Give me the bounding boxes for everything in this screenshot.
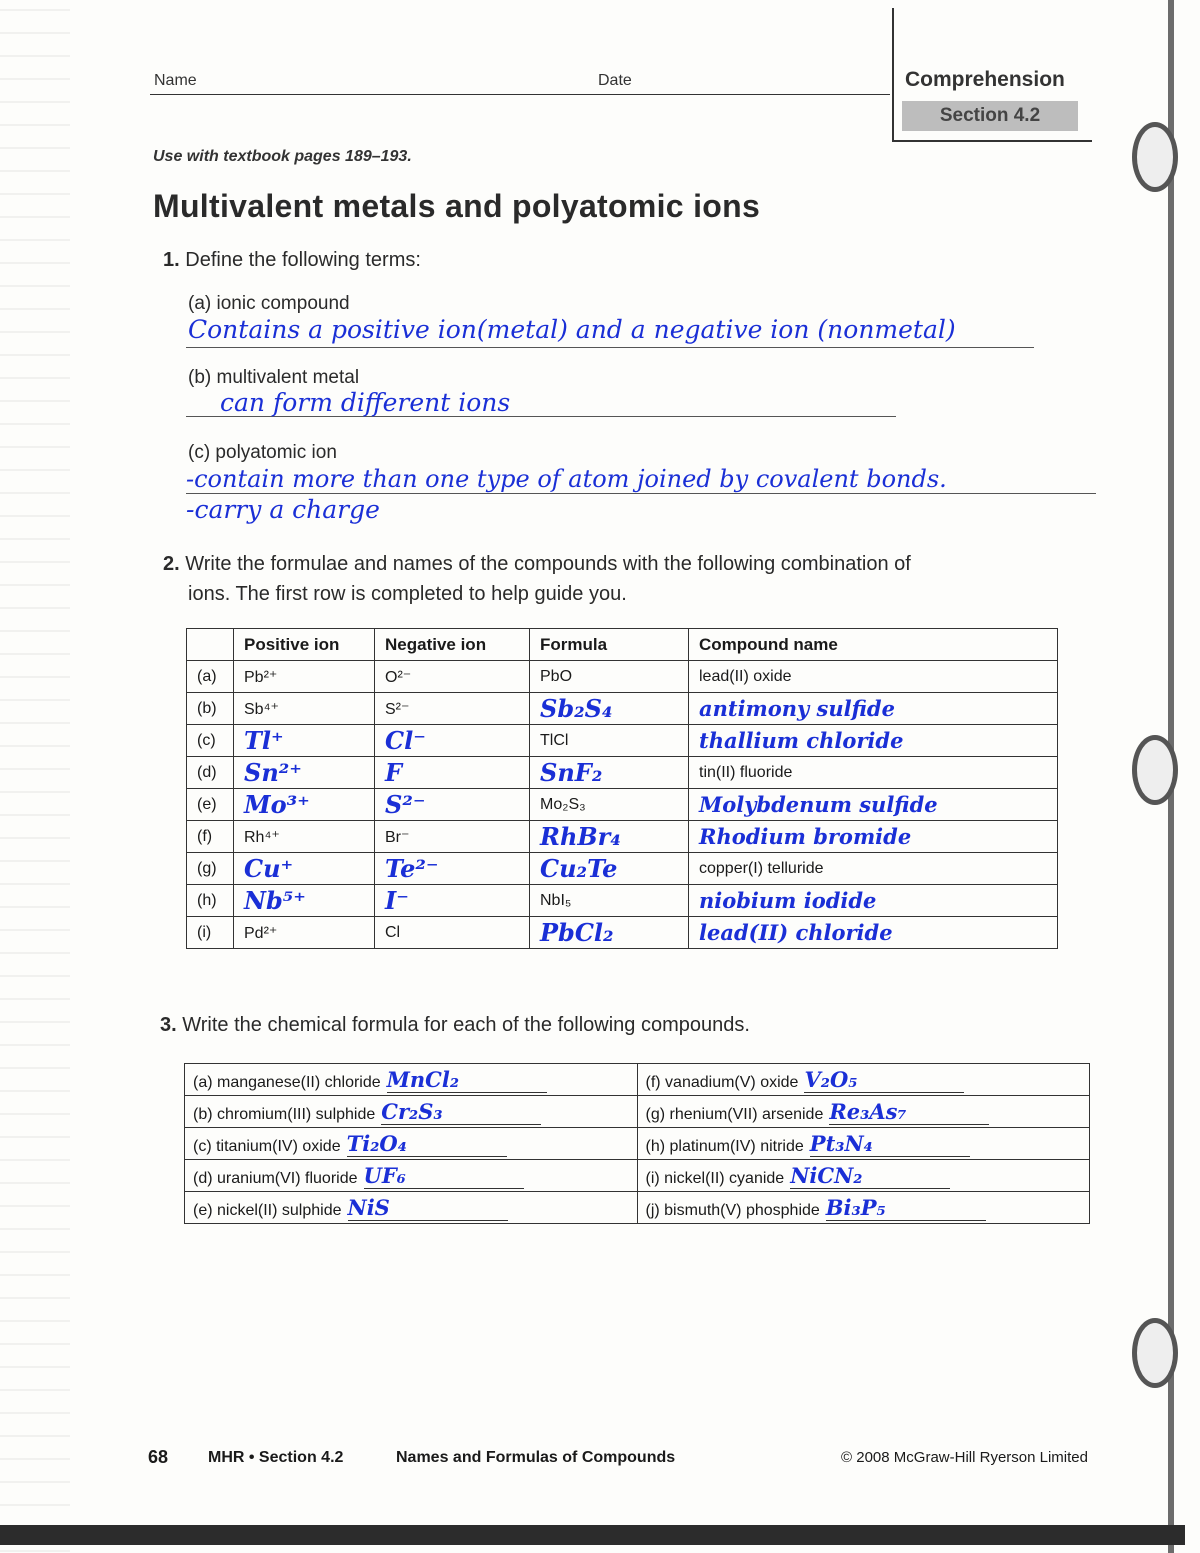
tab-title: Comprehension [905, 68, 1065, 91]
formula-answer-field[interactable] [381, 1099, 541, 1125]
handwritten-answer: Tl⁺ [244, 726, 284, 755]
compound-label: (b) chromium(III) sulphide [193, 1105, 376, 1123]
handwritten-answer: Cu₂Te [540, 854, 618, 883]
printed-value: S²⁻ [385, 700, 410, 718]
table-row [185, 1160, 1090, 1192]
scan-edge-bottom [0, 1525, 1185, 1545]
handwritten-answer: MnCl₂ [386, 1066, 460, 1092]
question-prompt: Write the chemical formula for each of the following compounds. [182, 1014, 750, 1036]
binder-hole-icon [1132, 1318, 1178, 1388]
cell-neg [375, 917, 530, 949]
compound-label: (d) uranium(VI) fluoride [193, 1169, 358, 1187]
printed-value: PbO [540, 667, 573, 685]
handwritten-answer: Mo³⁺ [244, 790, 310, 819]
question-2 [163, 549, 911, 609]
binder-hole-icon [1132, 122, 1178, 192]
handwritten-answer: UF₆ [363, 1162, 406, 1188]
compound-cell [637, 1192, 1090, 1224]
row-label: (e) [187, 789, 234, 821]
cell-pos [234, 693, 375, 725]
question-1 [163, 249, 421, 272]
row-label: (c) [187, 725, 234, 757]
handwritten-answer: Pt₃N₄ [809, 1130, 873, 1156]
handwritten-answer: Bi₃P₅ [825, 1194, 886, 1220]
cell-neg [375, 661, 530, 693]
compound-cell [185, 1064, 638, 1096]
formula-answer-field[interactable] [790, 1163, 950, 1189]
question-prompt: Write the formulae and names of the compounds with the following combination of [185, 553, 911, 575]
handwritten-answer: F [385, 758, 403, 787]
binder-hole-icon [1132, 735, 1178, 805]
cell-pos [234, 821, 375, 853]
cell-formula [530, 885, 689, 917]
formula-answer-field[interactable] [804, 1067, 964, 1093]
column-header: Positive ion [234, 629, 375, 661]
printed-value: copper(I) telluride [699, 859, 824, 877]
column-header: Compound name [689, 629, 1058, 661]
table-row [187, 725, 1058, 757]
cell-pos[interactable] [234, 885, 375, 917]
printed-value: Sb⁴⁺ [244, 700, 279, 718]
formula-answer-field[interactable] [348, 1195, 508, 1221]
footer-chapter: Names and Formulas of Compounds [396, 1449, 676, 1466]
handwritten-answer: S²⁻ [385, 790, 426, 819]
textbook-reference: Use with textbook pages 189–193. [153, 148, 412, 165]
handwritten-answer: NiCN₂ [790, 1162, 863, 1188]
handwritten-answer: Rhodium bromide [699, 824, 912, 849]
table-row [187, 821, 1058, 853]
printed-value: tin(II) fluoride [699, 763, 793, 781]
compound-label: (f) vanadium(V) oxide [645, 1073, 799, 1091]
row-label: (g) [187, 853, 234, 885]
table-row [185, 1192, 1090, 1224]
compound-cell [637, 1128, 1090, 1160]
formula-answer-field[interactable] [347, 1131, 507, 1157]
table-row [187, 853, 1058, 885]
question-number: 2. [163, 553, 180, 575]
footer-copyright: © 2008 McGraw-Hill Ryerson Limited [841, 1449, 1088, 1466]
column-header: Formula [530, 629, 689, 661]
table-header-row [187, 629, 1058, 661]
cell-formula[interactable] [530, 917, 689, 949]
cell-pos[interactable] [234, 853, 375, 885]
row-label: (f) [187, 821, 234, 853]
handwritten-answer: Molybdenum sulfide [699, 792, 938, 817]
cell-name[interactable] [689, 885, 1058, 917]
cell-pos[interactable] [234, 789, 375, 821]
term-label: (a) ionic compound [188, 293, 350, 314]
table-row [187, 917, 1058, 949]
page-number: 68 [148, 1447, 169, 1467]
cell-neg [375, 693, 530, 725]
cell-formula[interactable] [530, 693, 689, 725]
compound-cell [185, 1096, 638, 1128]
handwritten-answer: PbCl₂ [540, 918, 614, 947]
cell-formula [530, 661, 689, 693]
answer-field[interactable] [186, 388, 896, 417]
column-header [187, 629, 234, 661]
row-label: (b) [187, 693, 234, 725]
handwritten-answer: NiS [347, 1194, 390, 1220]
ion-table [186, 628, 1058, 949]
handwritten-answer: V₂O₅ [804, 1066, 858, 1092]
compound-label: (c) titanium(IV) oxide [193, 1137, 341, 1155]
compound-cell [185, 1192, 638, 1224]
question-prompt: ions. The first row is completed to help guide you. [188, 583, 627, 605]
formula-answer-field[interactable] [829, 1099, 989, 1125]
table-row [185, 1096, 1090, 1128]
cell-formula [530, 789, 689, 821]
row-label: (d) [187, 757, 234, 789]
handwritten-answer: I⁻ [385, 886, 409, 915]
handwritten-answer: SnF₂ [540, 758, 603, 787]
compound-label: (g) rhenium(VII) arsenide [645, 1105, 824, 1123]
table-row [187, 661, 1058, 693]
question-number: 3. [160, 1014, 177, 1036]
handwritten-answer: Cr₂S₃ [381, 1098, 443, 1124]
tab-section-badge: Section 4.2 [902, 101, 1078, 131]
date-label: Date [598, 72, 632, 89]
cell-formula[interactable] [530, 757, 689, 789]
question-number: 1. [163, 249, 180, 271]
formula-answer-field[interactable] [364, 1163, 524, 1189]
name-field[interactable] [150, 70, 890, 95]
cell-name [689, 661, 1058, 693]
compound-cell [185, 1128, 638, 1160]
formula-answer-field[interactable] [387, 1067, 547, 1093]
printed-value: TlCl [540, 731, 569, 749]
printed-value: Pb²⁺ [244, 668, 278, 686]
formula-answer-field[interactable] [810, 1131, 970, 1157]
printed-value: Rh⁴⁺ [244, 828, 280, 846]
compound-label: (a) manganese(II) chloride [193, 1073, 381, 1091]
compound-label: (h) platinum(IV) nitride [645, 1137, 804, 1155]
compound-cell [185, 1160, 638, 1192]
printed-value: Mo₂S₃ [540, 795, 586, 813]
handwritten-answer: Te²⁻ [385, 854, 439, 883]
compound-cell [637, 1064, 1090, 1096]
cell-neg[interactable] [375, 853, 530, 885]
handwritten-answer: lead(II) chloride [699, 920, 893, 945]
handwritten-answer: thallium chloride [699, 728, 904, 753]
name-label: Name [154, 72, 197, 89]
compound-cell [637, 1160, 1090, 1192]
term-label: (c) polyatomic ion [188, 442, 337, 463]
handwritten-answer: Re₃As₇ [829, 1098, 907, 1124]
page-title: Multivalent metals and polyatomic ions [153, 188, 761, 224]
cell-pos [234, 917, 375, 949]
compound-label: (i) nickel(II) cyanide [645, 1169, 785, 1187]
cell-name [689, 757, 1058, 789]
printed-value: Cl [385, 923, 401, 941]
cell-formula[interactable] [530, 821, 689, 853]
handwritten-answer: RhBr₄ [540, 822, 621, 851]
table-row [185, 1128, 1090, 1160]
handwritten-answer: can form different ions [220, 388, 511, 417]
cell-neg[interactable] [375, 885, 530, 917]
cell-name[interactable] [689, 725, 1058, 757]
column-header: Negative ion [375, 629, 530, 661]
row-label: (i) [187, 917, 234, 949]
cell-name[interactable] [689, 821, 1058, 853]
handwritten-answer: -contain more than one type of atom joined by covalent bonds. [186, 465, 947, 493]
handwritten-answer: Nb⁵⁺ [244, 886, 306, 915]
compound-label: (j) bismuth(V) phosphide [645, 1201, 820, 1219]
cell-neg [375, 821, 530, 853]
printed-value: lead(II) oxide [699, 667, 792, 685]
handwritten-answer: antimony sulfide [699, 696, 895, 721]
cell-name[interactable] [689, 789, 1058, 821]
handwritten-answer: Sn²⁺ [244, 758, 302, 787]
handwritten-answer: Ti₂O₄ [346, 1130, 407, 1156]
table-row [187, 693, 1058, 725]
answer-field[interactable] [186, 463, 1096, 494]
cell-name[interactable] [689, 917, 1058, 949]
table-row [185, 1064, 1090, 1096]
row-label: (h) [187, 885, 234, 917]
printed-value: Br⁻ [385, 828, 410, 846]
table-row [187, 885, 1058, 917]
handwritten-answer: Contains a positive ion(metal) and a negative ion (nonmetal) [188, 315, 956, 344]
formula-answer-field[interactable] [826, 1195, 986, 1221]
question-prompt: Define the following terms: [185, 249, 421, 271]
cell-pos[interactable] [234, 725, 375, 757]
term-label: (b) multivalent metal [188, 367, 360, 388]
printed-value: NbI₅ [540, 891, 572, 909]
compound-label: (e) nickel(II) sulphide [193, 1201, 342, 1219]
footer-section: MHR • Section 4.2 [208, 1449, 344, 1466]
cell-neg[interactable] [375, 757, 530, 789]
handwritten-answer: Cu⁺ [244, 854, 294, 883]
cell-name [689, 853, 1058, 885]
table-row [187, 789, 1058, 821]
cell-name[interactable] [689, 693, 1058, 725]
cell-formula [530, 725, 689, 757]
cell-neg[interactable] [375, 725, 530, 757]
question-3 [160, 1014, 750, 1037]
cell-pos [234, 661, 375, 693]
handwritten-answer: Cl⁻ [385, 726, 426, 755]
handwritten-answer: niobium iodide [699, 888, 877, 913]
row-label: (a) [187, 661, 234, 693]
printed-value: Pd²⁺ [244, 924, 278, 942]
table-row [187, 757, 1058, 789]
printed-value: O²⁻ [385, 668, 412, 686]
handwritten-answer: Sb₂S₄ [540, 694, 613, 723]
cell-pos[interactable] [234, 757, 375, 789]
cell-neg[interactable] [375, 789, 530, 821]
cell-formula[interactable] [530, 853, 689, 885]
compound-cell [637, 1096, 1090, 1128]
handwritten-answer: -carry a charge [186, 495, 380, 524]
scan-edge-left [0, 0, 70, 1553]
formula-table [184, 1063, 1090, 1224]
answer-field[interactable] [186, 313, 1034, 348]
